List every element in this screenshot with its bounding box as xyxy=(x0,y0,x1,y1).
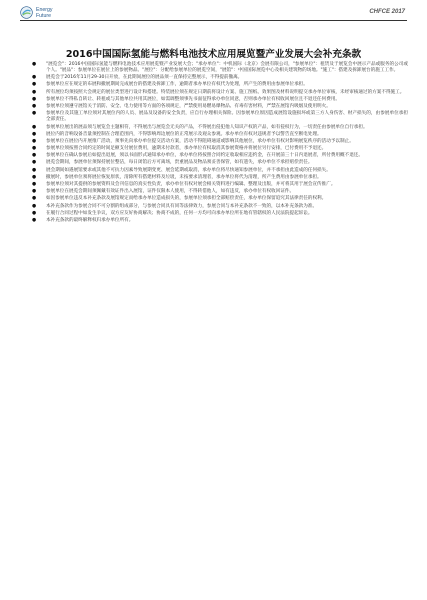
bullet-icon: ● xyxy=(32,167,37,173)
terms-item xyxy=(32,175,408,181)
terms-item-text: 如因参展单位违反本补充条款及展馆规定而给承办单位造成损失的，参展单位须承担全部赔偿责任，承办单位保留追究其法律责任的权利。 xyxy=(46,196,327,202)
terms-item-text: 参展单位在确认参展后如提出退展，须以书面形式通知承办单位，承办单位将按照合同约定收取相应违约金，在开展前三十日内退展者，所付费用概不退还。 xyxy=(46,153,363,159)
terms-item-text: "展览会"：2016中国国际氢能与燃料电池技术应用展览暨产业发展大会；"承办单位"：中机国际（北京）会展有限公司，"参展单位"：租赁及于展览会中展示产品或服务的公司或个人。"展品"：参展单位在展位上的参展物品。"展位"：分配给参展单位的展览空间，"展馆"：中国国际展览中心及相关建筑物的场地。"施工"：搭建及拆卸展台的施工工作。 xyxy=(46,62,408,74)
terms-item-text: 参展单位须遵守展馆关于消防、安全、电力使用等方面的各项规定，严禁使用易燃易爆物品、有毒有害材料，严禁在展馆内吸烟及使用明火。 xyxy=(46,104,331,110)
bullet-icon: ● xyxy=(32,182,37,187)
bullet-icon: ● xyxy=(32,89,37,95)
terms-item xyxy=(32,125,408,131)
terms-item-text: 参展单位在展位内开展推广活动，须事先向承办单位提交活动方案，活动不得阻碍通道或影响其他展位，承办单位有权对影响展览秩序的活动予以制止。 xyxy=(46,138,354,144)
terms-item xyxy=(32,189,408,195)
terms-item xyxy=(32,111,408,123)
terms-item-text: 展位内的音响设备音量须控制在合理范围内，不得影响周边展位的正常展示及观众参观。承办单位有权对违规者予以警告直至断电处理。 xyxy=(46,131,322,137)
terms-item-text: 展会期间如遇展馆要求或其他不可抗力因素导致展期变更、展会延期或取消，承办单位将尽快通知参展单位，并不承担由此造成的任何损失。 xyxy=(46,167,331,173)
logo-text-line2: Future xyxy=(36,12,51,19)
conference-code: CHFCE 2017 xyxy=(369,9,405,15)
terms-item xyxy=(32,82,408,88)
terms-item xyxy=(32,62,408,74)
energy-future-logo xyxy=(20,6,52,19)
terms-item xyxy=(32,146,408,152)
terms-item-text: 参展单位不得私自转让、转租或与其他单位共用其展位，如需调整须事先书面征得承办单位同意，否则承办单位有权收回展位且不退还任何费用。 xyxy=(46,96,341,102)
terms-item-text: 展览会于2016年11月29-30日开放，在此期间展位的展品须一直保持完整展示，不得提前撤离。 xyxy=(46,75,243,81)
terms-item xyxy=(32,168,408,174)
terms-list xyxy=(32,62,408,225)
bullet-icon: ● xyxy=(32,153,37,159)
terms-item xyxy=(32,132,408,138)
bullet-icon: ● xyxy=(32,82,37,88)
bullet-icon: ● xyxy=(32,174,37,180)
terms-item xyxy=(32,75,408,81)
header-divider xyxy=(20,20,407,21)
terms-item xyxy=(32,160,408,166)
terms-item xyxy=(32,196,408,202)
terms-item xyxy=(32,90,408,96)
terms-item-text: 参展单位应在规定的布展和撤展期间完成展台的搭建及拆卸工作，逾期者承办单位有权代为处理，所产生的费用由参展单位承担。 xyxy=(46,82,308,88)
terms-item-text: 参展单位须按照合同约定的时间足额支付展位费用，逾期未付款者，承办单位有权取消其参展资格并将展位另行安排，已付费用不予退还。 xyxy=(46,146,327,152)
bullet-icon: ● xyxy=(32,75,37,81)
bullet-icon: ● xyxy=(32,138,37,144)
terms-item-text: 展览会期间，参展单位须保持展位整洁，每日闭馆后方可离场，贵重展品及物品须妥善保管，如有遗失，承办单位不承担赔偿责任。 xyxy=(46,160,313,166)
bullet-icon: ● xyxy=(32,189,37,195)
terms-item-text: 撤展时，参展单位须将展位恢复原状，清除所有搭建材料及垃圾，未按要求清理者，承办单位将代为清理，所产生费用由参展单位承担。 xyxy=(46,174,322,180)
terms-item-text: 在履行合同过程中如发生争议，双方应友好协商解决；协商不成的，任何一方均可向承办单位所在地有管辖权的人民法院提起诉讼。 xyxy=(46,210,313,216)
terms-item-text: 参展单位在展览会期间须佩戴有效证件出入展馆，证件仅限本人使用，不得转借他人，如有违反，承办单位有权收回证件。 xyxy=(46,189,295,195)
page-header xyxy=(0,0,427,26)
terms-item xyxy=(32,204,408,210)
bullet-icon: ● xyxy=(32,124,37,130)
terms-item-text: 所有展位均须按照大会规定的展位类型进行设计和搭建。特装展位须在规定日期前将设计方案、施工图纸、效果图及材料说明提交承办单位审核，未经审核通过的方案不得施工。 xyxy=(46,89,405,95)
terms-item xyxy=(32,139,408,145)
terms-item xyxy=(32,153,408,159)
terms-item xyxy=(32,97,408,103)
terms-item-text: 本补充条款的最终解释权归承办单位所有。 xyxy=(46,217,134,223)
bullet-icon: ● xyxy=(32,196,37,202)
bullet-icon: ● xyxy=(32,96,37,102)
bullet-icon: ● xyxy=(32,62,37,67)
bullet-icon: ● xyxy=(32,210,37,216)
terms-item-text: 参展单位及其施工单位须对其展位内的人员、展品及设备的安全负责，应自行办理相关保险。因参展单位原因造成展馆设施损坏或第三方人身伤害、财产损失的，由参展单位承担全部责任。 xyxy=(46,111,408,123)
terms-item xyxy=(32,104,408,110)
bullet-icon: ● xyxy=(32,217,37,223)
document-title: 2016中国国际氢能与燃料电池技术应用展览暨产业发展大会补充条款 xyxy=(65,49,362,60)
terms-item-text: 本补充条款作为参展合同不可分割的组成部分，与参展合同具有同等法律效力，参展合同与本补充条款不一致的，以本补充条款为准。 xyxy=(46,203,318,209)
terms-item xyxy=(32,218,408,224)
terms-item xyxy=(32,182,408,188)
terms-item-text: 参展单位展出的展品须与展览会主题相符，不得展出与展览会无关的产品，不得展出侵犯他人知识产权的产品，如有侵权行为，一切责任由参展单位自行承担。 xyxy=(46,124,368,130)
energy-future-logo-icon xyxy=(20,6,33,19)
terms-item xyxy=(32,211,408,217)
bullet-icon: ● xyxy=(32,111,37,117)
bullet-icon: ● xyxy=(32,131,37,137)
bullet-icon: ● xyxy=(32,104,37,110)
bullet-icon: ● xyxy=(32,160,37,166)
terms-item-text: 参展单位须对其提供的参展资料及会刊信息的真实性负责，承办单位有权对展会相关资料进行编辑、整理及出版，并可将其用于展会宣传推广。 xyxy=(46,182,336,187)
bullet-icon: ● xyxy=(32,203,37,209)
logo-text-line1: Energy xyxy=(36,6,53,13)
bullet-icon: ● xyxy=(32,146,37,152)
